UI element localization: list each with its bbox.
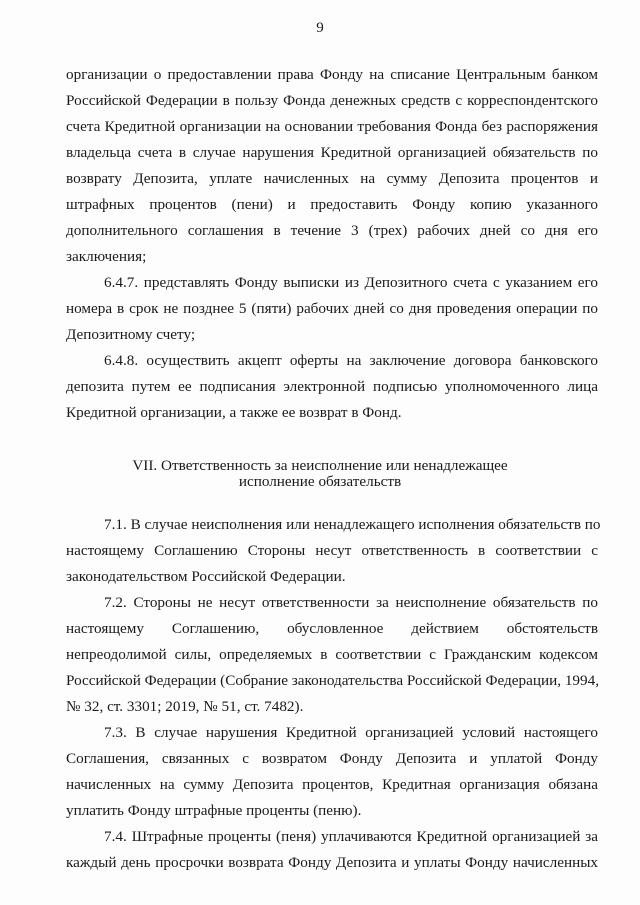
text-line: 7.3. В случае нарушения Кредитной организацией условий настоящего [104,724,598,741]
text-line: Депозитному счету; [66,326,196,343]
text-line: непреодолимой силы, определяемых в соответствии с Гражданским кодексом [66,646,598,663]
text-line: Кредитной организации, а также ее возврат в Фонд. [66,404,402,421]
text-line: возврату Депозита, уплате начисленных на сумму Депозита процентов и [66,170,598,187]
text-line: законодательством Российской Федерации. [66,568,346,585]
text-line: номера в срок не позднее 5 (пяти) рабочих дней со дня проведения операции по [66,300,598,317]
text-line: депозита путем ее подписания электронной подписью уполномоченного лица [66,378,598,395]
text-line: Российской Федерации в пользу Фонда денежных средств с корреспондентского [66,92,598,109]
text-line: 7.2. Стороны не несут ответственности за неисполнение обязательств по [104,594,598,611]
text-line: № 32, ст. 3301; 2019, № 51, ст. 7482). [66,698,304,715]
text-line: настоящему Соглашению, обусловленное действием обстоятельств [66,620,598,637]
text-line: начисленных на сумму Депозита процентов, Кредитная организация обязана [66,776,598,793]
text-line: штрафных процентов (пени) и предоставить Фонду копию указанного [66,196,598,213]
text-line: настоящему Соглашению Стороны несут ответственность в соответствии с [66,542,598,559]
text-line: Российской Федерации (Собрание законодательства Российской Федерации, 1994, [66,672,600,689]
text-line: владельца счета в случае нарушения Кредитной организацией обязательств по [66,144,598,161]
text-line: 7.1. В случае неисполнения или ненадлежащего исполнения обязательств по [104,516,601,533]
text-line: каждый день просрочки возврата Фонду Депозита и уплаты Фонду начисленных [66,854,598,871]
text-line: счета Кредитной организации на основании требования Фонда без распоряжения [66,118,598,135]
section-heading-line: исполнение обязательств [238,473,402,490]
page-number: 9 [316,20,324,36]
text-line: 6.4.8. осуществить акцепт оферты на заключение договора банковского [104,352,598,369]
text-line: 6.4.7. представлять Фонду выписки из Депозитного счета с указанием его [104,274,598,291]
text-line: уплатить Фонду штрафные проценты (пеню). [66,802,362,819]
text-line: 7.4. Штрафные проценты (пеня) уплачиваются Кредитной организацией за [104,828,598,845]
text-line: заключения; [66,248,147,265]
text-line: организации о предоставлении права Фонду на списание Центральным банком [66,66,598,83]
section-heading-line: VII. Ответственность за неисполнение или ненадлежащее [132,457,508,474]
text-line: Соглашения, связанных с возвратом Фонду Депозита и уплатой Фонду [66,750,598,767]
text-line: дополнительного соглашения в течение 3 (трех) рабочих дней со дня его [66,222,598,239]
